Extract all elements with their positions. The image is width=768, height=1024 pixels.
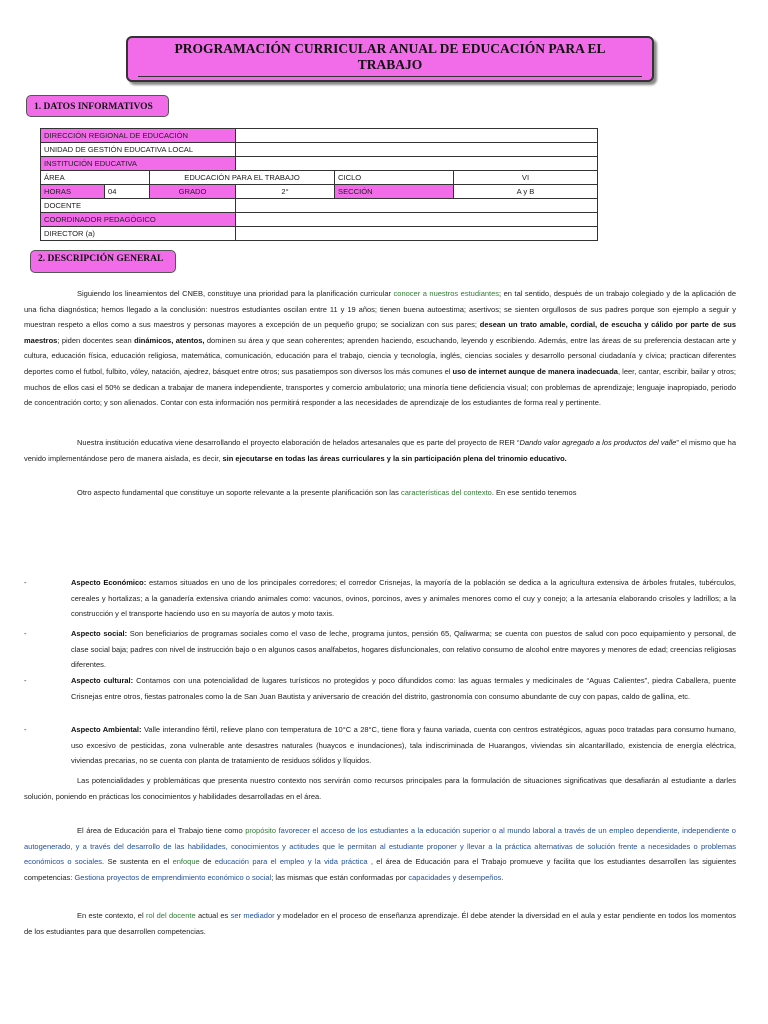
text-run: actual es	[195, 911, 231, 920]
dre-value	[236, 129, 598, 143]
highlight-text: características del contexto	[400, 488, 492, 497]
text-run: En este contexto, el	[77, 911, 146, 920]
list-item	[24, 673, 736, 704]
bullet-label: Aspecto cultural:	[71, 676, 134, 685]
horas-label: HORAS	[41, 185, 105, 199]
bold-text: desean un trato amable, cordial, de escucha y cálido por parte de sus maestros	[24, 320, 736, 345]
highlight-text: capacidades y desempeños	[408, 872, 502, 882]
table-row	[41, 185, 598, 199]
paragraph-context-intro	[24, 485, 736, 501]
table-row	[41, 157, 598, 171]
paragraph-students	[24, 286, 736, 411]
bullet-label: Aspecto Ambiental:	[71, 725, 142, 734]
highlight-text: educación para el empleo y la vida práctica	[214, 857, 368, 867]
text-run: ; las mismas que están conformadas por	[271, 872, 409, 882]
area-value: EDUCACIÓN PARA EL TRABAJO	[150, 171, 335, 185]
section-heading-descripcion: 2. DESCRIPCIÓN GENERAL	[30, 250, 176, 273]
bullet-text: estamos situados en uno de los principales corredores; el corredor Crisnejas, la mayoría de la población se dedica a la agricultura extensiva de árboles frutales, tubérculos, cereales y hortalizas; a la ganadería extensiva criando animales como: vacunos, ovinos, porcinos, aves y animales menores como el cuy y conejo; a la artesanía elaborando crisoles y ladrillos; a la construcción y el transporte haciendo uso en su mayoría de autos y moto taxis.	[71, 578, 736, 619]
bullet-text: Son beneficiarios de programas sociales como el vaso de leche, programa juntos, pensión 65, Qaliwarma; se cuenta con puestos de salud con poco equipamiento y personal, de clase social baja; padres con nivel de instrucción bajo o en algunos casos analfabetos, hogares disfuncionales, con relativo consumo de alcohol entre mayores y menores de edad; creencias religiosas diferentes.	[71, 629, 736, 670]
bold-text: sin ejecutarse en todas las áreas curriculares y la sin participación plena del trinomio educativo.	[222, 453, 567, 463]
paragraph-project	[24, 435, 736, 466]
ciclo-label: CICLO	[335, 171, 454, 185]
info-table	[40, 128, 598, 241]
text-run: , leer, cantar, escribir, bailar y otros; muchos de ellos casi el 50% se dedican a trabajar de manera independiente, transportes y comercio ambulatorio; una minoría tiene deficiencia visual; con problemas de aprendizaje; lenguaje inapropiado, periodo de concentración corto; y son alienados. Contar con esta información nos permitirá responder a las necesidades de aprendizaje de los estudiantes de forma real y pertinente.	[24, 366, 736, 408]
grado-value: 2°	[236, 185, 335, 199]
docente-label: DOCENTE	[41, 199, 236, 213]
paragraph-potentialities	[24, 773, 736, 804]
list-item	[24, 626, 736, 673]
title-line-2: TRABAJO	[357, 57, 423, 72]
grado-label: GRADO	[150, 185, 236, 199]
document-title-box	[126, 36, 654, 82]
list-item	[24, 575, 736, 622]
director-label: DIRECTOR (a)	[41, 227, 236, 241]
highlight-text: rol del docente	[145, 911, 196, 920]
title-line-1: PROGRAMACIÓN CURRICULAR ANUAL DE EDUCACIÓN PARA EL	[174, 41, 606, 56]
ie-label: INSTITUCIÓN EDUCATIVA	[41, 157, 236, 171]
bullet-text: Contamos con una potencialidad de lugares turísticos no protegidos y poco difundidos como: las aguas termales y medicinales de “Aguas Calientes”, piedra Caballera, puente Crisnejas entre otros, fiestas patronales como la de San Juan Bautista y aniversario de creación del distrito, gastronomía con consumo abundante de cuy con papas, caldo de gallina, etc.	[71, 676, 736, 701]
table-row	[41, 213, 598, 227]
table-row	[41, 171, 598, 185]
bullet-text: Valle interandino fértil, relieve plano con temperatura de 10°C a 28°C, tiene flora y fauna variada, cuenta con centros estratégicos, aguas poco tratadas para consumo humano, uso excesivo de pesticidas, zona vulnerable ante desastres naturales (huaycos e inundaciones), tala indiscriminada de Huarangos, viviendas sin alcantarillado, existencia de energía eléctrica, viviendas precarias, no se cuenta con planta de tratamiento de residuos sólidos y líquidos.	[71, 725, 736, 766]
section-heading-datos: 1. DATOS INFORMATIVOS	[26, 95, 169, 117]
text-run: Otro aspecto fundamental que constituye un soporte relevante a la presente planificación son las	[77, 488, 401, 497]
seccion-label: SECCIÓN	[335, 185, 454, 199]
text-run: ; piden docentes sean	[57, 335, 135, 345]
paragraph-area-purpose	[24, 823, 736, 885]
table-row	[41, 199, 598, 213]
text-run: .	[501, 872, 504, 882]
bullet-dash: -	[24, 676, 27, 685]
horas-value: 04	[105, 185, 150, 199]
table-row	[41, 143, 598, 157]
text-run: El área de Educación para el Trabajo tiene como	[77, 826, 246, 835]
table-row	[41, 227, 598, 241]
text-run: dominen su área y que sean coherentes; aprenden haciendo, escuchando, leyendo y escribiendo. Además, entre las áreas de su preferencia destacan arte y cultura, educación física, educación religiosa, matemática, comunicación, educación para el trabajo, ciencia y tecnología, inglés, ciencias sociales y desarrollo personal ciudadanía y cívica; practican diferentes deportes como el futbol, fulbito, vóley, natación, ajedrez, básquet entre otros; sus pasatiempos son diversos los más comunes el	[24, 335, 736, 376]
seccion-value: A y B	[454, 185, 598, 199]
bold-text: dinámicos, atentos,	[134, 335, 205, 345]
bold-text: uso de internet aunque de manera inadecuada	[452, 366, 618, 376]
document-title	[128, 38, 652, 73]
text-run: Siguiendo los lineamientos del CNEB, constituye una prioridad para la planificación curricular	[77, 289, 394, 298]
bullet-dash: -	[24, 578, 27, 587]
highlight-text: favorecer el acceso de los estudiantes a la educación superior o al mundo laboral a través de un empleo dependiente, independiente o autogenerado, y a través del desarrollo de las habilidades, conocimientos y actitudes que le permitan al estudiante proponer y llevar a la práctica alternativas de solución frente a necesidades o problemas económicos o sociales	[24, 826, 736, 867]
text-run: . Se sustenta en el	[102, 857, 173, 867]
director-value	[236, 227, 598, 241]
ie-value	[236, 157, 598, 171]
paragraph-teacher-role	[24, 908, 736, 939]
text-run: , el área de Educación para el Trabajo promueve y facilita que los estudiantes desarrollen las siguientes competencias:	[24, 857, 736, 882]
text-run: de	[199, 857, 215, 867]
bullet-dash: -	[24, 725, 27, 734]
list-item	[24, 722, 736, 769]
text-run: y modelador en el proceso de enseñanza aprendizaje. Él debe atender la diversidad en el aula y estar pendiente en todos los momentos de los estudiantes para que desarrollen competencias.	[24, 911, 737, 936]
highlight-text: ser mediador	[230, 911, 275, 920]
text-run: ” el mismo que ha venido implementándose pero de manera aislada, es decir,	[24, 438, 736, 463]
title-underline	[138, 76, 642, 77]
text-run: Nuestra institución educativa viene desarrollando el proyecto elaboración de helados artesanales que es parte del proyecto de RER “	[77, 438, 520, 447]
coordinador-value	[236, 213, 598, 227]
bullet-label: Aspecto Económico:	[71, 578, 147, 587]
coordinador-label: COORDINADOR PEDAGÓGICO	[41, 213, 236, 227]
dre-label: DIRECCIÓN REGIONAL DE EDUCACIÓN	[41, 129, 236, 143]
table-row	[41, 129, 598, 143]
ugel-label: UNIDAD DE GESTIÓN EDUCATIVA LOCAL	[41, 143, 236, 157]
docente-value	[236, 199, 598, 213]
highlight-text: propósito	[245, 826, 277, 835]
text-run: ; en tal sentido, después de un trabajo colegiado y de la aplicación de una ficha diagnóstica; hemos llegado a la conclusión: nuestros estudiantes oscilan entre 11 y 19 años; tienen buena autoestima; asertivos; se sienten orgullosos de sus padres porque son ejemplo a seguir y muestran respeto a ellos como a sus maestros y personas mayores a excepción de un pequeño grupo; se socializan con sus pares;	[24, 289, 736, 330]
text-run: Las potencialidades y problemáticas que presenta nuestro contexto nos servirán como recursos principales para la formulación de situaciones significativas que desafiarán al estudiante a darles solución, poniendo en prácticas los conocimientos y habilidades desarrolladas en el área.	[24, 776, 736, 801]
highlight-text: Gestiona proyectos de emprendimiento económico o social	[74, 872, 272, 882]
bullet-dash: -	[24, 629, 27, 638]
ugel-value	[236, 143, 598, 157]
italic-text: Dando valor agregado a los productos del valle	[519, 438, 677, 447]
ciclo-value: VI	[454, 171, 598, 185]
bullet-label: Aspecto social:	[71, 629, 128, 638]
highlight-text: enfoque	[172, 857, 200, 867]
text-run: . En ese sentido tenemos	[491, 488, 577, 497]
highlight-text: conocer a nuestros estudiantes	[393, 289, 500, 298]
area-label: ÁREA	[41, 171, 150, 185]
